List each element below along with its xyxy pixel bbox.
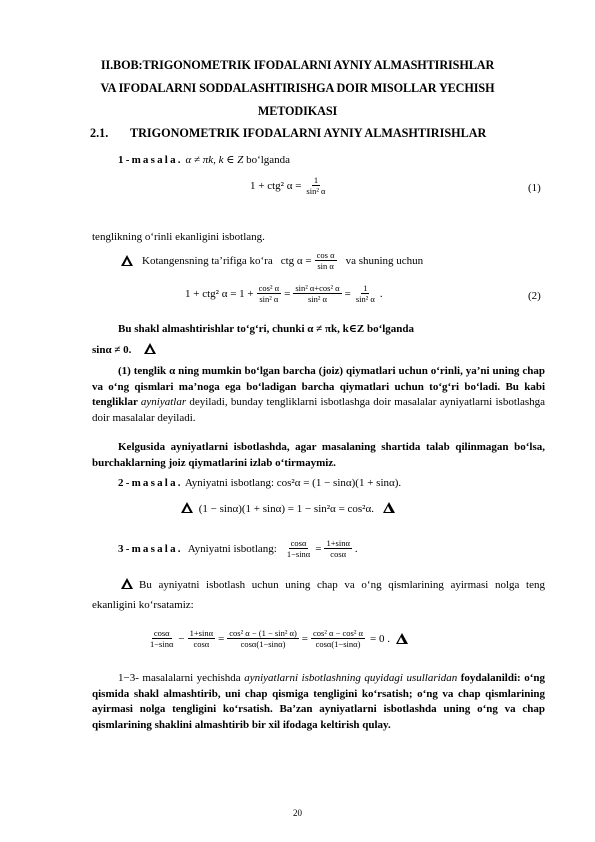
para3-italic: ayniyatlarni isbotlashning quyidagi usullaridan [244,672,458,684]
eq2-f1-den: sin² α [259,294,279,304]
proof-start-triangle-icon [121,255,133,266]
equation-2-number: (2) [528,290,541,302]
ex3-difference: $\frac{\cos\alpha}{1-\sin\alpha}$ − $\frac{1+\sin\alpha}{\cos\alpha}$ = $\frac{\text{cos² α − (1 − sin² α)}}{\cos\alpha(1-\sin\alpha)}$ = $\frac{\text{cos² α − cos² α}}{\cos\alpha(1-\sin\alpha)}$ = 0 . [145,628,411,649]
paragraph-kelgusida: Kelgusida ayniyatlarni isbotlashda, agar masalaning shartida talab qilinmagan bo‘lsa, burchaklarning joiz qiymatlarini izlab o‘tirmaymiz. [92,441,545,469]
proof-start-triangle-icon [181,502,193,513]
ex1-label: 1-masala. [118,154,183,166]
eq1-num: 1 [313,175,319,185]
paragraph-methods [92,671,545,733]
ex1-because: Bu shakl almashtirishlar to‘g‘ri, chunki α ≠ πk, k∈Z bo‘lganda [118,323,415,335]
ex2-label: 2-masala. [118,477,183,489]
proof-end-triangle-icon [144,343,156,354]
chapter-title-line-2: VA IFODALARNI SODDALASHTIRISHGA DOIR MISOLLAR YECHISH [100,81,495,95]
ex3-proof-intro [92,575,545,615]
diff-f2-den: cosα [193,639,210,649]
chapter-title-line-1: II.BOB:TRIGONOMETRIK IFODALARNI AYNIY ALMASHTIRISHLAR [100,58,495,72]
eq2-f3-num: 1 [363,283,368,293]
ex3-f1-den: 1−sinα [286,549,311,559]
ex3-fraction-2 [324,538,351,559]
diff-fraction-4 [311,628,365,649]
ex3-f2-num: 1+sinα [326,538,350,548]
section-number: 2.1. [90,126,109,140]
ex3-text: Ayniyatni isbotlang: [187,542,277,555]
equation-1 [250,175,330,196]
ex3-label: 3-masala. [118,542,183,555]
ex3-fraction-1 [285,538,312,559]
ex2-text: Ayniyatni isbotlang: cos²α = (1 − sinα)(1 + sinα). [184,477,402,489]
section-title [90,126,486,141]
def-text: Kotangensning ta’rifiga ko‘ra [142,254,273,267]
diff-end: = 0 . [369,632,390,645]
ex3-statement: 3-masala. Ayniyatni isbotlang: $\frac{\cos\alpha}{1-\sin\alpha}$ = $\frac{1+\sin\alpha}{\cos\alpha}$ . [118,538,358,559]
proof-end-triangle-icon [383,502,395,513]
diff-fraction-2 [188,628,215,649]
eq2-f2-num: sin² α+cos² α [295,283,340,293]
eq2-f1-num: cos² α [258,283,280,293]
diff-f4-num: cos² α − cos² α [313,628,363,638]
equation-1-number: (1) [528,182,541,194]
para3-b: foydalanildi: o‘ng qismida shakl almashtirib, uni chap qismiga tengligini ko‘rsatish; o‘ng va chap qismlarining ayirmasi nolga tengligini ko‘rsatish. Ba’zan ayniyatlarni isbotlashda uning o‘ng va chap qismlarining shaklini almashtirib bir xil ifodaga keltirish qulay. [92,672,546,731]
ex1-definition [118,250,423,271]
ex1-prove: tenglikning o‘rinli ekanligini isbotlang. [92,231,265,243]
proof-end-triangle-icon [396,633,408,644]
ex2-proof [178,502,398,516]
eq2-fraction-2 [293,283,341,304]
eq1-fraction [304,175,327,196]
eq2-f3-den: sin² α [355,294,375,304]
diff-f1-num: cosα [153,628,170,638]
def-num: cos α [316,250,335,260]
diff-f3-den: cosα(1−sinα) [240,639,286,649]
page-number: 20 [293,808,302,818]
ex3-proof-text: Bu ayniyatni isbotlash uchun uning chap va o‘ng qismlarining ayirmasi nolga teng ekanligini ko‘rsatamiz: [92,579,545,611]
para1-end: deyiladi, bunday tengliklarni isbotlashga doir masalalar ayniyatlarni isbotlashga doir masalalar deyiladi. [92,396,546,424]
proof-start-triangle-icon [121,578,133,589]
eq2-fraction-1 [257,283,281,304]
def-lhs: ctg α = [280,254,312,267]
ex1-because-2-text: sinα ≠ 0. [92,344,132,356]
ex1-condition-suffix: bo‘lganda [246,154,291,166]
eq2-lhs: 1 + ctg² α = 1 + [185,287,254,300]
ex1-condition: α ≠ πk, k ∈ Z [185,154,244,166]
ex3-f2-den: cosα [330,549,347,559]
diff-f3-num: cos² α − (1 − sin² α) [229,628,297,638]
ex1-because-2 [92,343,159,357]
chapter-title-line-3: METODIKASI [257,104,338,118]
ex2-statement [118,476,401,490]
eq2-f2-den: sin² α [307,294,327,304]
def-suffix: va shuning uchun [345,254,424,267]
para1-text: (1) tenglik α ning mumkin bo‘lgan barcha (joiz) qiymatlari uchun o‘rinli, ya’ni uning chap va o‘ng qismlari ma’noga ega bo‘ladigan barcha qiymatlari uchun to‘g‘ri bo‘ladi. Bu kabi tengliklar [92,365,545,409]
equation-2: 1 + ctg² α = 1 + $\frac{\text{cos² α}}{\text{sin² α}}$ = $\frac{\text{sin² α+cos² α}}{\text{sin² α}}$ = $\frac{1}{\text{sin² α}}$ . [185,283,383,304]
diff-f1-den: 1−sinα [150,639,174,649]
ex3-f1-num: cosα [290,538,307,548]
eq1-lhs: 1 + ctg² α = [250,179,302,192]
section-heading: TRIGONOMETRIK IFODALARNI AYNIY ALMASHTIRISHLAR [130,126,487,140]
diff-fraction-3 [227,628,299,649]
eq2-fraction-3 [354,283,377,304]
para3-a: 1−3- masalalarni yechishda [118,672,241,684]
para1-italic: ayniyatlar [140,396,187,409]
diff-f2-num: 1+sinα [189,628,214,638]
diff-fraction-1 [148,628,175,649]
def-den: sin α [317,261,334,271]
ex2-proof-text: (1 − sinα)(1 + sinα) = 1 − sin²α = cos²α. [198,503,374,515]
def-fraction [315,250,337,271]
ex1-statement [118,153,290,167]
paragraph-ayniyat [92,364,545,426]
diff-f4-den: cosα(1−sinα) [315,639,361,649]
eq1-den: sin² α [306,186,326,196]
